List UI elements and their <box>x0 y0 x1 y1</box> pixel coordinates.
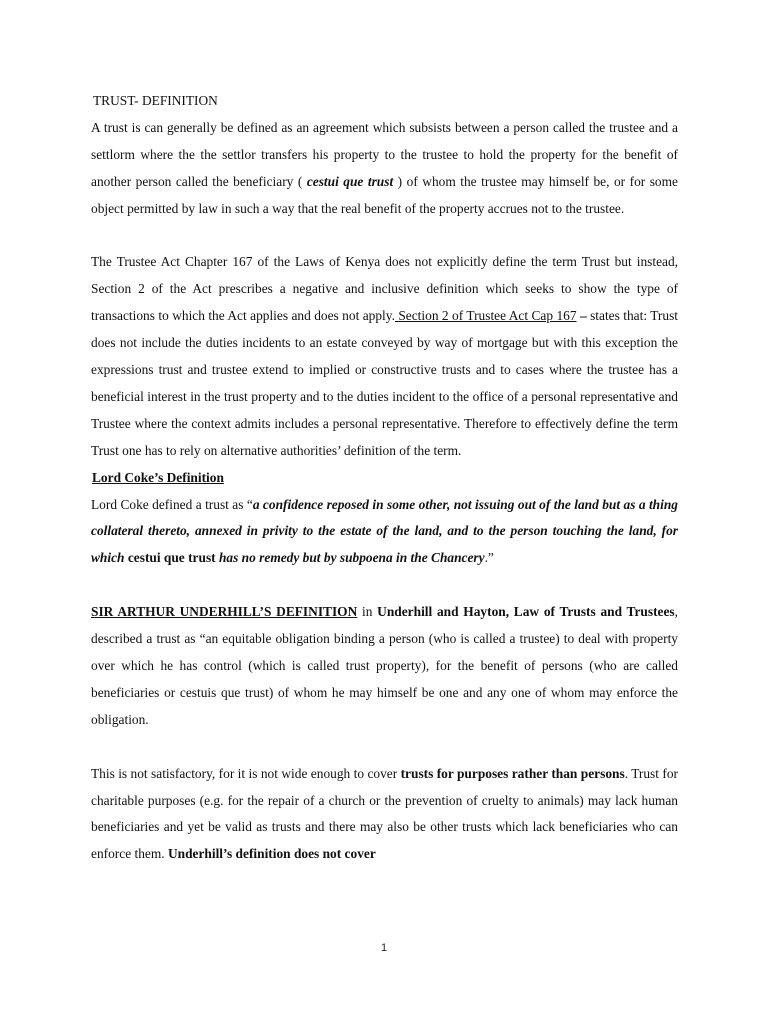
text-span: states that: Trust does not include the duties incidents to an estate conveyed by way of mortgage but with this exception the expressions trust and trustee extend to implied or constructive trusts and to cases where the trustee has a beneficial interest in the trust property and to the duties incident to the office of a personal representative and Trustee where the context admits includes a personal representative. Therefore to effectively define the term Trust one has to rely on alternative authorities’ definition of the term. <box>91 308 679 458</box>
text-span: Lord Coke defined a trust as “ <box>91 496 253 512</box>
paragraph-gap <box>91 223 678 250</box>
book-title-underhill-hayton: Underhill and Hayton, Law of Trusts and Trustees <box>377 604 675 620</box>
document-title: TRUST- DEFINITION <box>93 93 218 108</box>
page-number: 1 <box>380 942 388 954</box>
section-heading-lord-coke: Lord Coke’s Definition <box>92 469 224 485</box>
quote-lord-coke-end: has no remedy but by subpoena in the Chancery <box>215 550 485 566</box>
text-span: A trust is can generally be defined as an agreement which subsists between a person called the trustee and a settlorm where the the settlor transfers his property to the trustee to hold the property for the benefit of another person called the beneficiary ( <box>91 119 678 189</box>
text-span: . Trust for charitable purposes (e.g. for the repair of a church or the prevention of cruelty to animals) may lack human beneficiaries and yet be valid as trusts and there may also be other trusts which lack beneficiaries who can enforce them. <box>91 765 679 862</box>
paragraph-lord-coke <box>91 492 678 573</box>
emphasis-underhill-limitation: Underhill’s definition does not cover <box>167 846 376 862</box>
paragraph-gap <box>91 734 678 761</box>
dash: – <box>576 308 591 324</box>
paragraph-underhill <box>91 599 678 734</box>
emphasis-purpose-trusts: trusts for purposes rather than persons <box>400 765 625 781</box>
quote-lord-coke: a confidence reposed in some other, not issuing out of the land but as a thing collateral thereto, annexed in privity to the estate of the land, and to the person touching the land, for which <box>91 496 678 566</box>
paragraph-gap <box>91 572 678 599</box>
text-span: ) of whom the trustee may himself be, or for some object permitted by law in such a way that the real benefit of the property accrues not to the trustee. <box>91 173 678 216</box>
section-heading-underhill: SIR ARTHUR UNDERHILL’S DEFINITION <box>91 604 358 620</box>
paragraph-not-satisfactory <box>91 761 678 869</box>
text-span: This is not satisfactory, for it is not wide enough to cover <box>91 765 401 781</box>
citation-section-2: Section 2 of Trustee Act Cap 167 <box>394 308 577 324</box>
document-body <box>91 88 678 868</box>
text-span: , described a trust as “an equitable obligation binding a person (who is called a trustee) to deal with property over which he has control (which is called trust property), for the benefit of persons (who are called beneficiaries or cestuis que trust) of whom he may himself be one and any one of whom may enforce the obligation. <box>91 604 678 727</box>
text-span: The Trustee Act Chapter 167 of the Laws of Kenya does not explicitly define the term Trust but instead, Section 2 of the Act prescribes a negative and inclusive definition which seeks to show the type of transactions to which the Act applies and does not apply. <box>91 254 678 324</box>
term-cestui-que-trust: cestui que trust <box>127 550 216 566</box>
text-span: .” <box>484 550 494 566</box>
paragraph-trustee-act <box>91 249 678 464</box>
term-cestui-que-trust: cestui que trust <box>306 173 394 189</box>
paragraph-trust-definition <box>91 115 678 223</box>
text-span: in <box>357 604 378 620</box>
